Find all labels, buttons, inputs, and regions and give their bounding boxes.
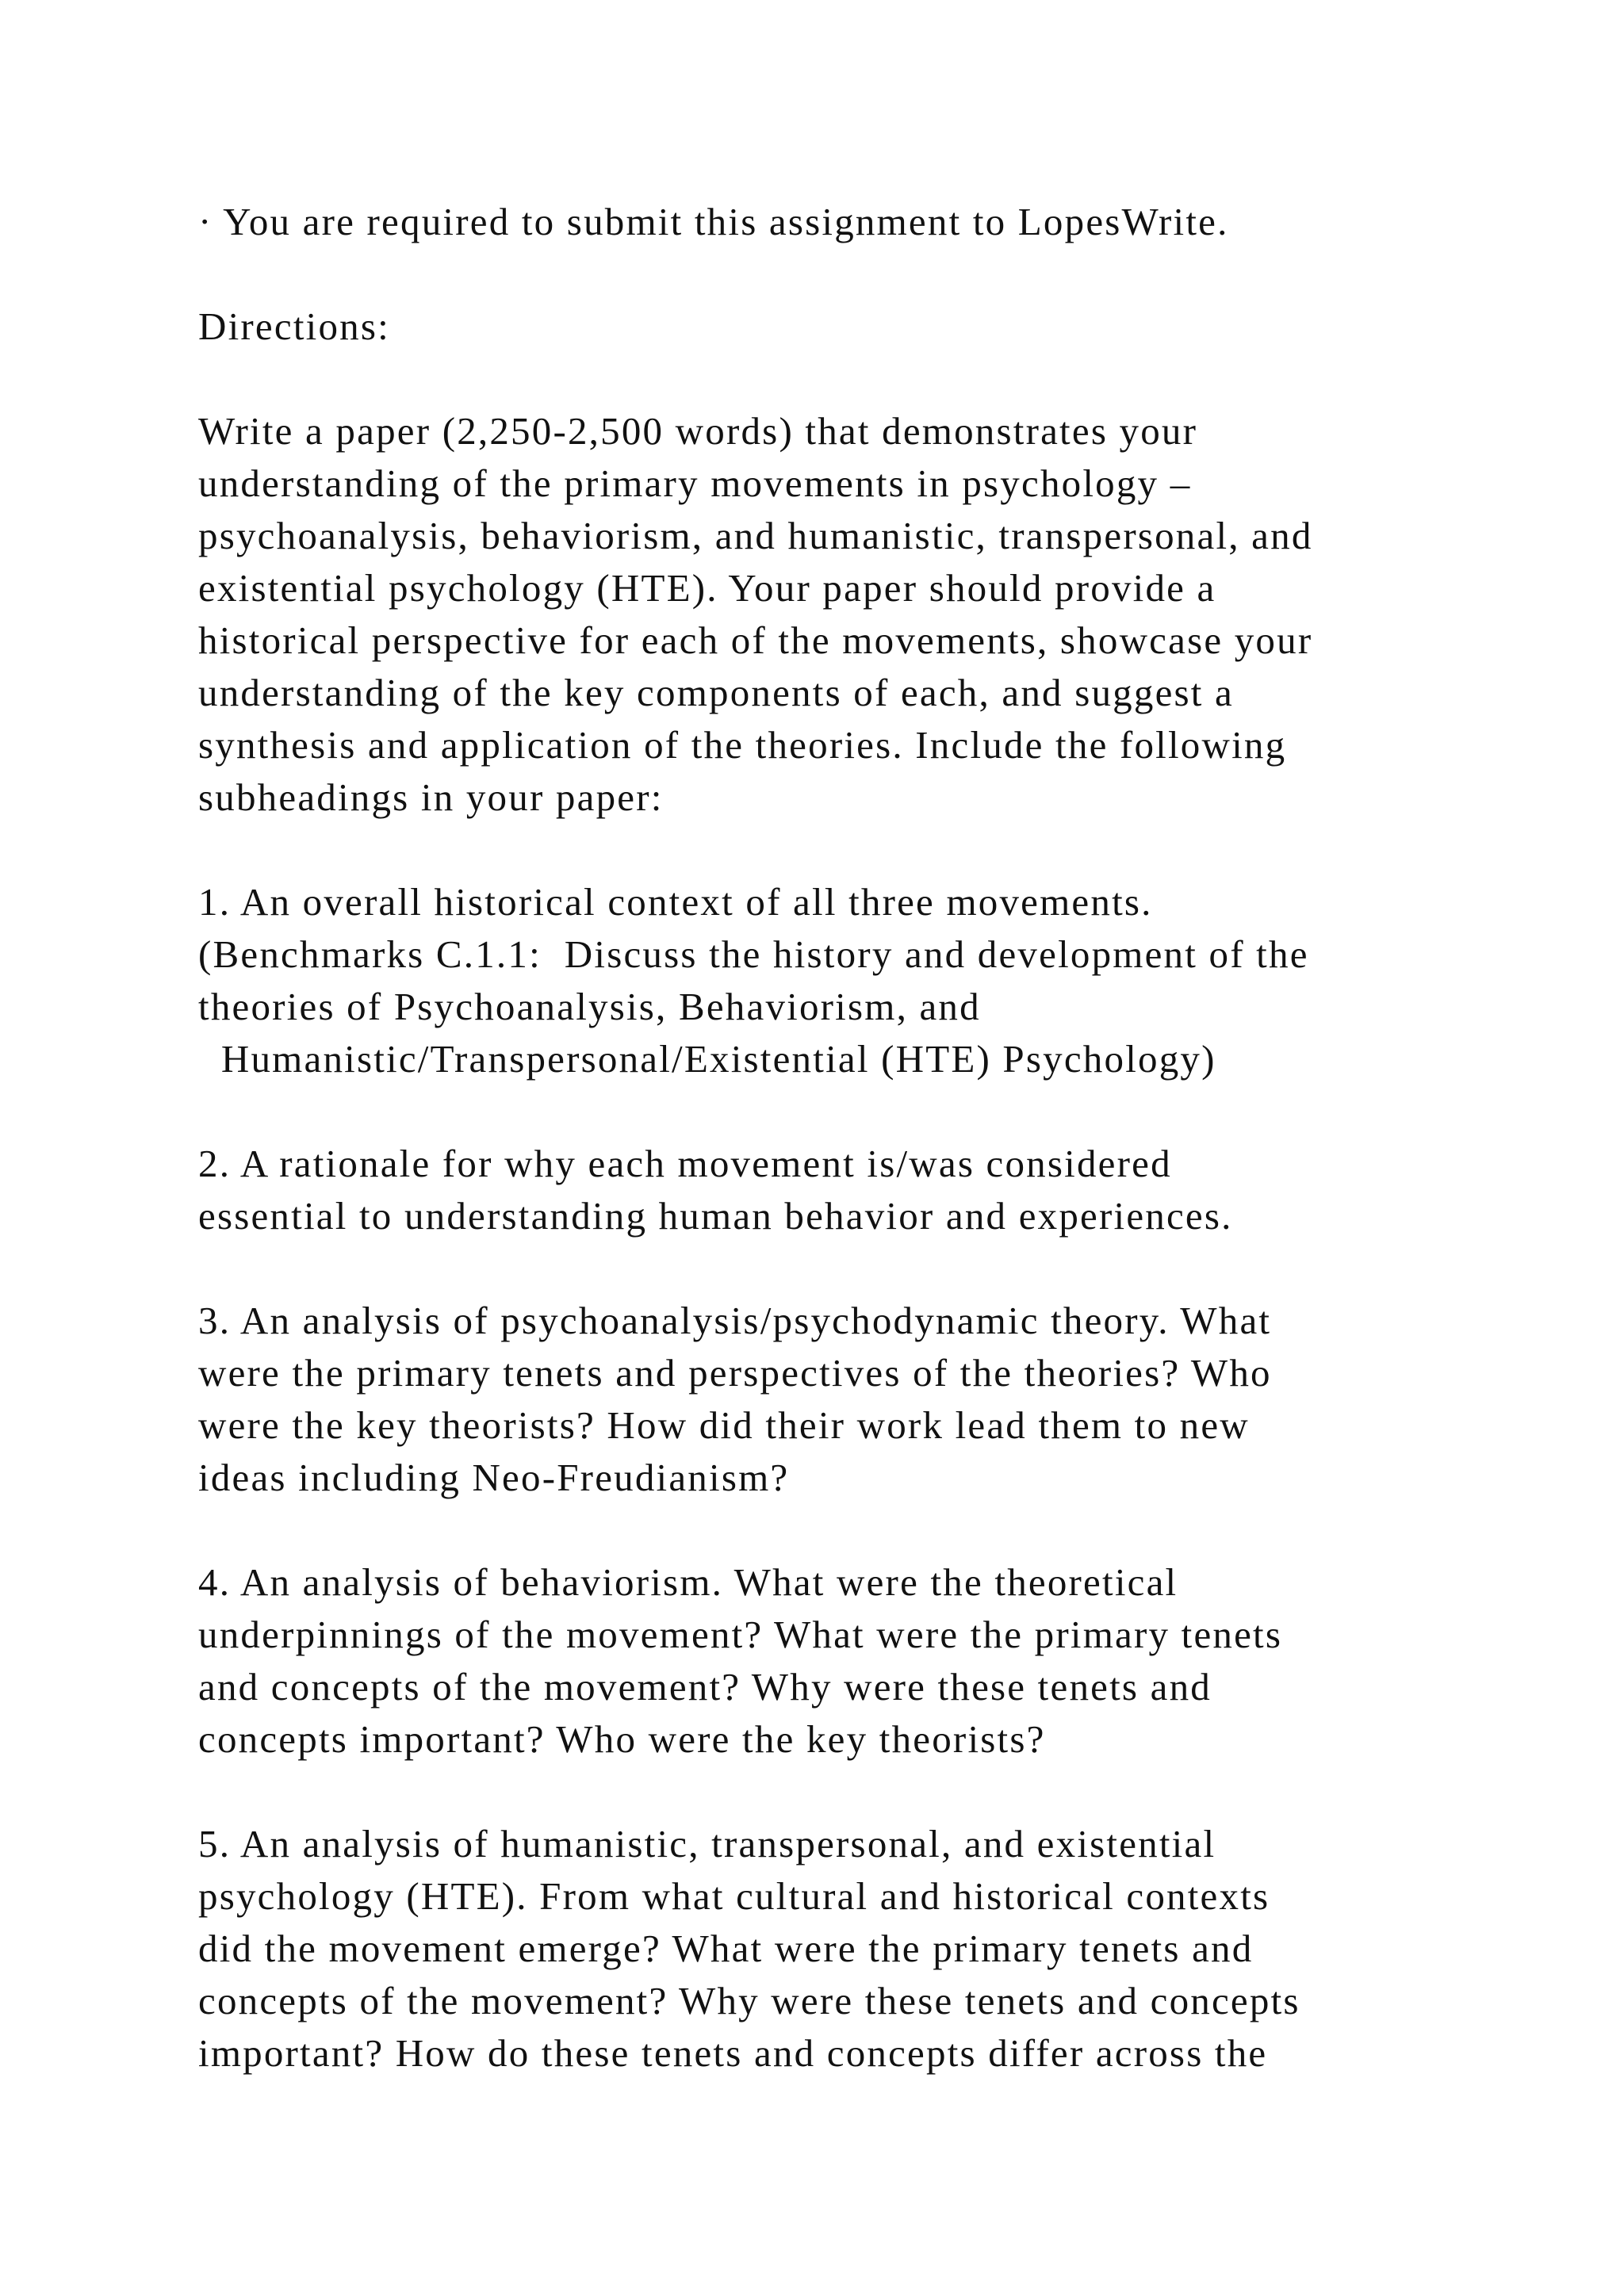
intro-line: understanding of the key components of each, and suggest a [198, 671, 1234, 714]
item-5-line: psychology (HTE). From what cultural and historical contexts [198, 1874, 1270, 1918]
paragraph-gap [198, 1766, 1507, 1818]
item-4-line: 4. An analysis of behaviorism. What were the theoretical [198, 1560, 1178, 1604]
paragraph-gap [198, 1085, 1507, 1138]
item-4-line: and concepts of the movement? Why were these tenets and [198, 1665, 1212, 1709]
directions-heading: Directions: [198, 304, 390, 348]
item-2-line: essential to understanding human behavior and experiences. [198, 1194, 1233, 1238]
paragraph-gap [198, 1504, 1507, 1556]
item-1-line: Humanistic/Transpersonal/Existential (HTE) Psychology) [198, 1037, 1216, 1081]
item-5-line: did the movement emerge? What were the primary tenets and [198, 1927, 1254, 1970]
paragraph-gap [198, 824, 1507, 876]
item-1-line: (Benchmarks C.1.1: Discuss the history and development of the [198, 932, 1309, 976]
item-3-line: ideas including Neo-Freudianism? [198, 1456, 790, 1499]
item-3-line: were the primary tenets and perspectives of the theories? Who [198, 1351, 1272, 1395]
item-1-line: 1. An overall historical context of all three movements. [198, 880, 1153, 924]
paragraph-gap [198, 353, 1507, 405]
item-4-line: concepts important? Who were the key theorists? [198, 1717, 1046, 1761]
item-5-line: important? How do these tenets and concepts differ across the [198, 2031, 1268, 2075]
item-4-line: underpinnings of the movement? What were the primary tenets [198, 1613, 1283, 1656]
intro-line: psychoanalysis, behaviorism, and humanistic, transpersonal, and [198, 514, 1313, 557]
intro-line: synthesis and application of the theories. Include the following [198, 723, 1287, 767]
item-2-line: 2. A rationale for why each movement is/was considered [198, 1142, 1172, 1185]
item-1-line: theories of Psychoanalysis, Behaviorism, and [198, 985, 981, 1028]
bullet-line: · You are required to submit this assignment to LopesWrite. [198, 200, 1229, 243]
item-3-line: 3. An analysis of psychoanalysis/psychodynamic theory. What [198, 1299, 1272, 1342]
intro-line: understanding of the primary movements in psychology – [198, 461, 1192, 505]
paragraph-gap [198, 1242, 1507, 1295]
item-5-line: 5. An analysis of humanistic, transpersonal, and existential [198, 1822, 1216, 1866]
intro-line: subheadings in your paper: [198, 775, 664, 819]
intro-line: existential psychology (HTE). Your paper should provide a [198, 566, 1216, 610]
intro-line: historical perspective for each of the movements, showcase your [198, 618, 1313, 662]
document-body [198, 196, 1507, 2080]
item-3-line: were the key theorists? How did their work lead them to new [198, 1403, 1250, 1447]
intro-line: Write a paper (2,250-2,500 words) that demonstrates your [198, 409, 1198, 453]
paragraph-gap [198, 248, 1507, 300]
item-5-line: concepts of the movement? Why were these tenets and concepts [198, 1979, 1300, 2022]
